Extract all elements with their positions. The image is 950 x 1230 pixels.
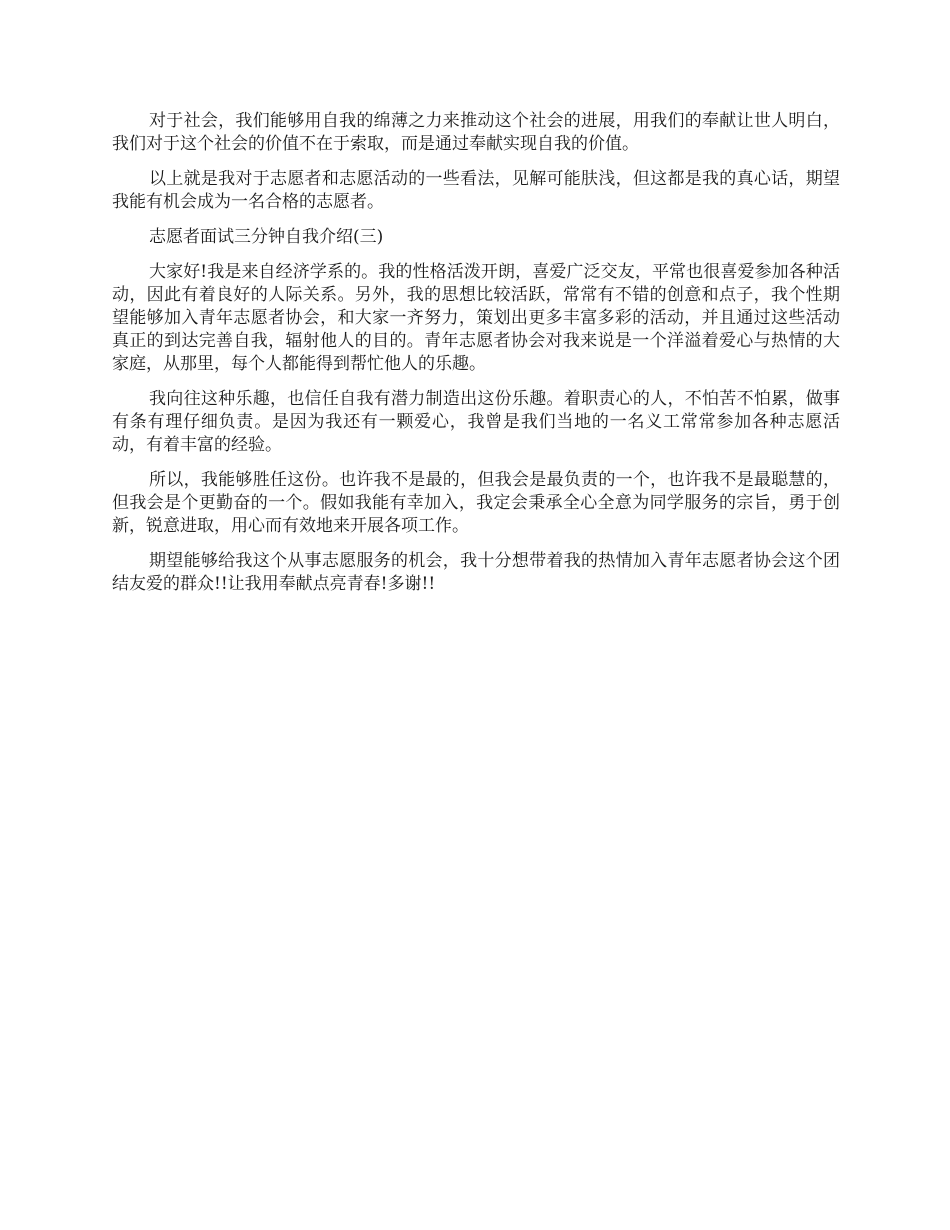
section-heading: 志愿者面试三分钟自我介绍(三) (149, 227, 384, 247)
paragraph-4: 我向往这种乐趣，也信任自我有潜力制造出这份乐趣。着职责心的人，不怕苦不怕累，做事有条有理仔细负责。是因为我还有一颗爱心，我曾是我们当地的一名义工常常参加各种志愿活动，有着丰富的经验。 (112, 389, 840, 455)
paragraph-1: 对于社会，我们能够用自我的绵薄之力来推动这个社会的进展，用我们的奉献让世人明白，我们对于这个社会的价值不在于索取，而是通过奉献实现自我的价值。 (112, 111, 840, 154)
document-page (112, 110, 840, 608)
paragraph-3: 大家好!我是来自经济学系的。我的性格活泼开朗，喜爱广泛交友，平常也很喜爱参加各种活动，因此有着良好的人际关系。另外，我的思想比较活跃，常常有不错的创意和点子，我个性期望能够加入青年志愿者协会，和大家一齐努力，策划出更多丰富多彩的活动，并且通过这些活动真正的到达完善自我，辐射他人的目的。青年志愿者协会对我来说是一个洋溢着爱心与热情的大家庭，从那里，每个人都能得到帮忙他人的乐趣。 (112, 262, 840, 374)
paragraph-6: 期望能够给我这个从事志愿服务的机会，我十分想带着我的热情加入青年志愿者协会这个团结友爱的群众!!让我用奉献点亮青春!多谢!! (112, 551, 840, 594)
paragraph-2: 以上就是我对于志愿者和志愿活动的一些看法，见解可能肤浅，但这都是我的真心话，期望我能有机会成为一名合格的志愿者。 (112, 169, 840, 212)
paragraph-5: 所以，我能够胜任这份。也许我不是最的，但我会是最负责的一个，也许我不是最聪慧的，但我会是个更勤奋的一个。假如我能有幸加入，我定会秉承全心全意为同学服务的宗旨，勇于创新，锐意进取，用心而有效地来开展各项工作。 (112, 470, 840, 536)
